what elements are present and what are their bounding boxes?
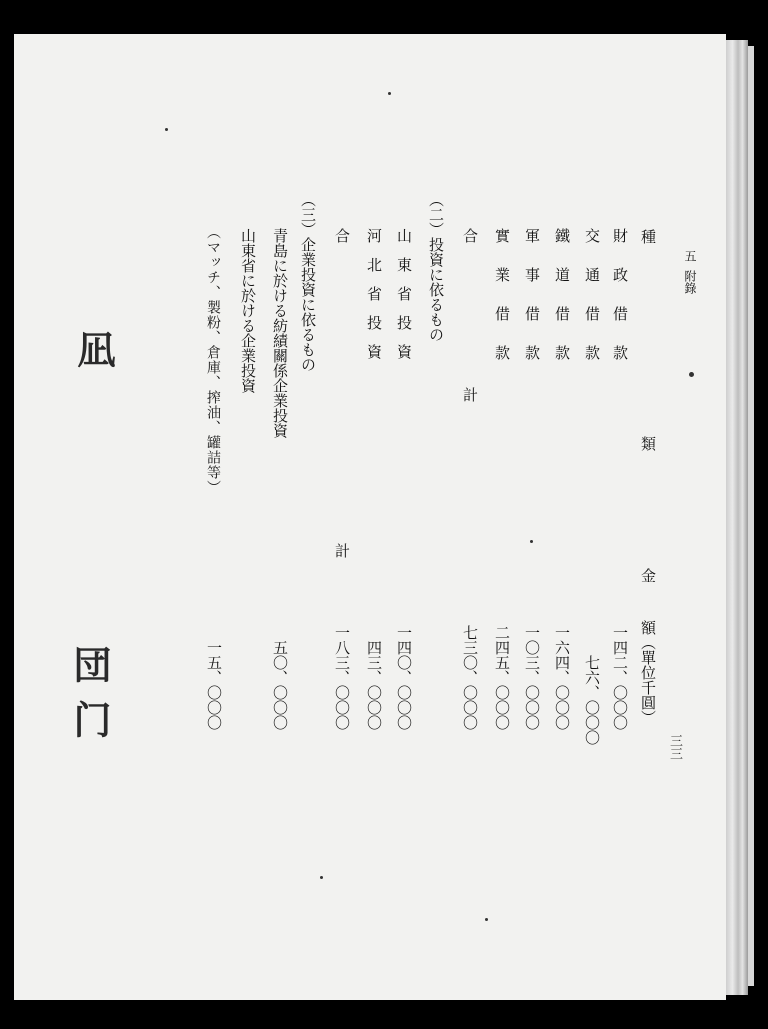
row-value: 一〇三、〇〇〇 xyxy=(523,625,541,730)
row-value: 一五、〇〇〇 xyxy=(205,640,223,730)
row-value: 四三、〇〇〇 xyxy=(365,640,383,730)
speck xyxy=(530,540,533,543)
bullet-mark xyxy=(689,372,694,377)
margin-mark: 団 xyxy=(67,645,111,683)
speck xyxy=(320,876,323,879)
row-label: 交通借款 xyxy=(583,228,601,384)
section-number: 五 xyxy=(683,250,697,262)
total-value: 七三〇、〇〇〇 xyxy=(461,625,479,730)
amount-header-prefix: 金 xyxy=(639,568,657,583)
row-label: 河北省投資 xyxy=(365,228,383,373)
row-value: 一四〇、〇〇〇 xyxy=(395,625,413,730)
speck xyxy=(485,918,488,921)
row-value: 五〇、〇〇〇 xyxy=(271,640,289,730)
row-label: 山東省に於ける企業投資 xyxy=(239,228,257,393)
margin-mark: 凪 xyxy=(71,330,115,368)
row-label: 財政借款 xyxy=(611,228,629,384)
document-page xyxy=(14,34,726,1000)
row-value: 一六四、〇〇〇 xyxy=(553,625,571,730)
type-header: 種 類 xyxy=(639,229,657,505)
section-heading: （三）企業投資に依るもの xyxy=(299,192,317,372)
row-value: 一四二、〇〇〇 xyxy=(611,625,629,730)
speck xyxy=(388,92,391,95)
speck xyxy=(165,128,168,131)
amount-header: 額（單位千圓） xyxy=(639,620,657,725)
page-edge xyxy=(726,40,748,995)
page-number: 三三 xyxy=(667,734,682,760)
section-heading: （二）投資に依るもの xyxy=(427,192,445,342)
row-label: 山東省投資 xyxy=(395,228,413,373)
row-label: 青島に於ける紡績關係企業投資 xyxy=(271,228,289,438)
appendix-label: 附錄 xyxy=(683,270,697,294)
total-value: 一八三、〇〇〇 xyxy=(333,625,351,730)
row-label: 實業借款 xyxy=(493,228,511,384)
row-label: 軍事借款 xyxy=(523,228,541,384)
page-edge-shadow xyxy=(748,46,754,986)
note-text: （マッチ、製粉、倉庫、搾油、罐詰等） xyxy=(205,225,221,495)
margin-mark: 门 xyxy=(67,700,111,738)
row-label: 鐵道借款 xyxy=(553,228,571,384)
row-value: 七六、〇〇〇 xyxy=(583,655,601,745)
total-label: 合 計 xyxy=(461,228,479,440)
row-value: 二四五、〇〇〇 xyxy=(493,625,511,730)
total-label: 合 計 xyxy=(333,228,351,648)
